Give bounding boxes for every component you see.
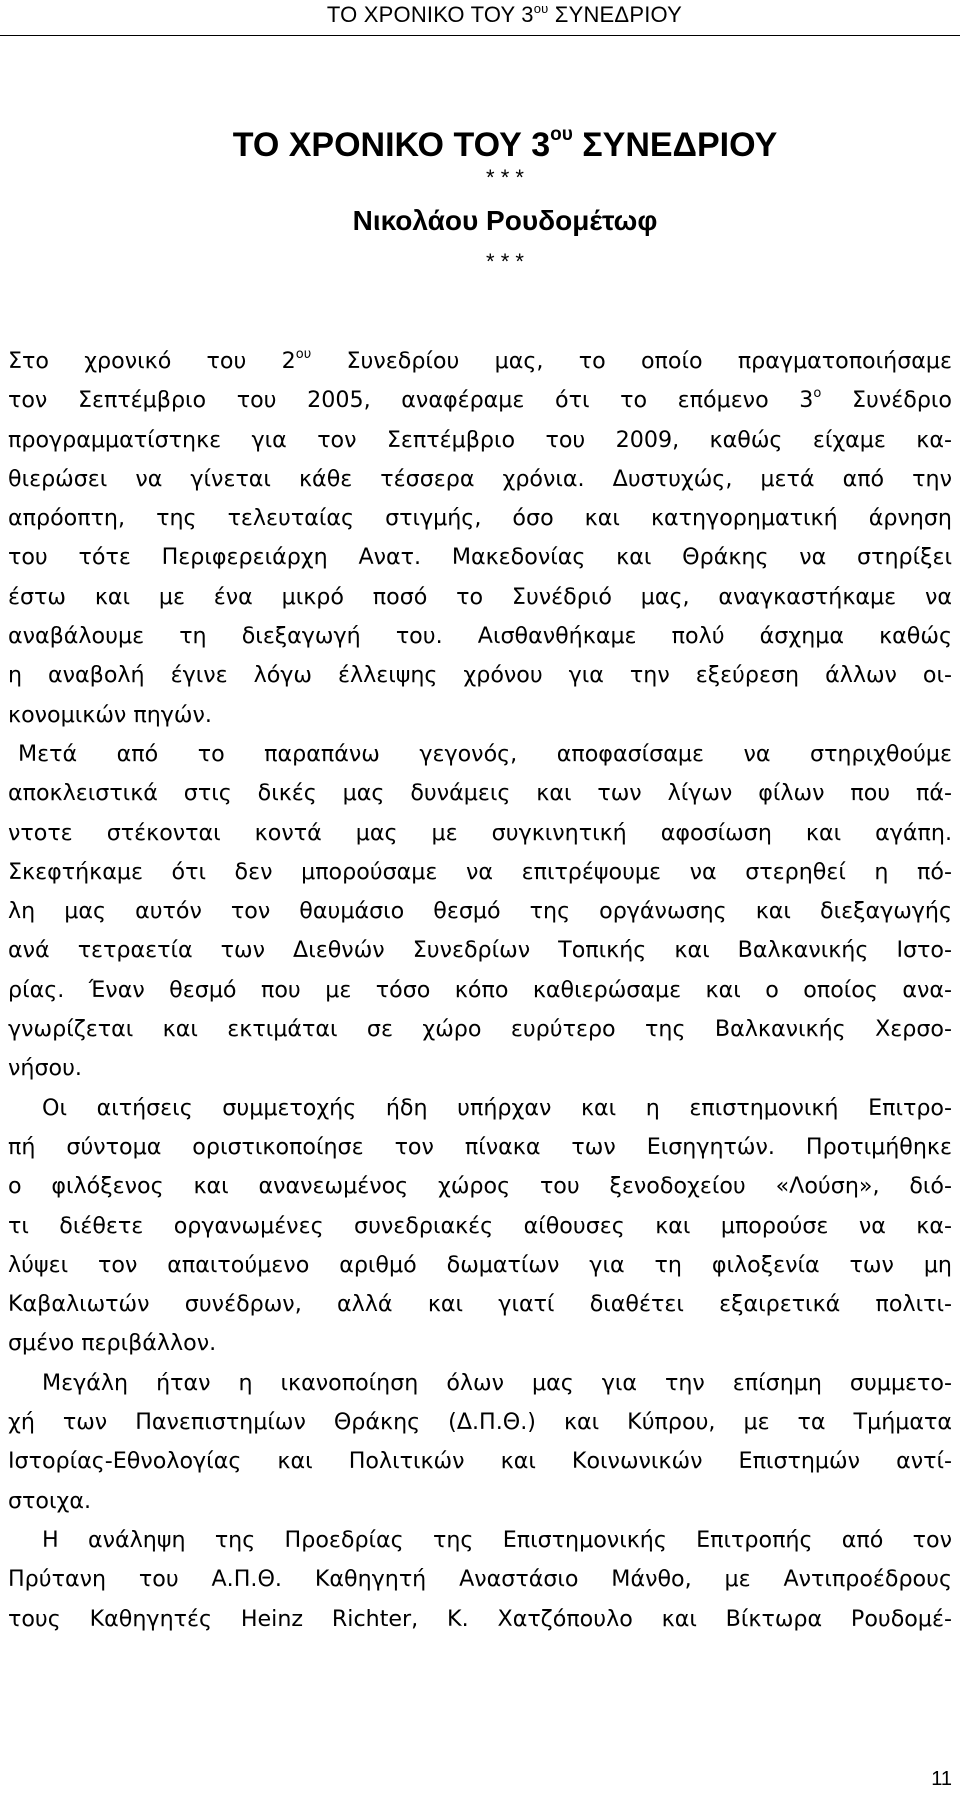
text-line: προγραμματίστηκε για τον Σεπτέμβριο του 2009, καθώς είχαμε κα-: [8, 426, 952, 453]
text-line: νήσου.: [8, 1055, 82, 1082]
text-line: Ιστορίας-Εθνολογίας και Πολιτικών και Κοινωνικών Επιστημών αντί-: [8, 1448, 952, 1475]
page-title: ΤΟ ΧΡΟΝΙΚΟ ΤΟΥ $3^{o\upsilon}$ ΣΥΝΕΔΡΙΟΥ: [232, 124, 778, 164]
text-line: στοιχα.: [8, 1487, 91, 1514]
author-name: Νικολάου Ρουδομέτωφ: [352, 205, 658, 236]
text-line: του τότε Περιφερειάρχη Ανατ. Μακεδονίας και Θράκης να στηρίξει: [8, 544, 952, 571]
running-header: [0, 0, 960, 36]
text-line: Μεγάλη ήταν η ικανοποίηση όλων μας για την επίσημη συμμετο-: [42, 1369, 952, 1396]
text-line: απρόοπτη, της τελευταίας στιγμής, όσο και κατηγορηματική άρνηση: [8, 505, 952, 532]
text-line: Στο χρονικό του $2^{o\upsilon}$ Συνεδρίου μας, το οποίο πραγματοποιήσαμε: [8, 347, 952, 374]
title-separator: * * *: [486, 165, 524, 190]
text-line: γνωρίζεται και εκτιμάται σε χώρο ευρύτερο της Βαλκανικής Χερσο-: [8, 1016, 952, 1043]
text-line: θιερώσει να γίνεται κάθε τέσσερα χρόνια. Δυστυχώς, μετά από την: [8, 465, 952, 492]
text-line: τον Σεπτέμβριο του 2005, αναφέραμε ότι το επόμενο $3^o$ Συνέδριο: [8, 386, 952, 414]
paragraph-4: [8, 1364, 952, 1521]
page-number: 11: [931, 1768, 952, 1790]
title-block: [0, 125, 960, 273]
paragraph-5: [8, 1521, 952, 1639]
text-line: χή των Πανεπιστημίων Θράκης (Δ.Π.Θ.) και Κύπρου, με τα Τμήματα: [8, 1409, 952, 1436]
text-line: πή σύντομα οριστικοποίησε τον πίνακα των Εισηγητών. Προτιμήθηκε: [8, 1133, 952, 1160]
paragraph-2: [8, 735, 952, 1089]
text-line: αποκλειστικά στις δικές μας δυνάμεις και των λίγων φίλων που πά-: [8, 780, 952, 807]
author-separator: * * *: [486, 249, 524, 274]
paragraph-3: [8, 1089, 952, 1364]
article-body: [8, 342, 952, 1639]
text-line: Μετά από το παραπάνω γεγονός, αποφασίσαμε να στηριχθούμε: [18, 740, 952, 767]
text-line: ντοτε στέκονται κοντά μας με συγκινητική αφοσίωση και αγάπη.: [8, 819, 952, 846]
text-line: η αναβολή έγινε λόγω έλλειψης χρόνου για την εξεύρεση άλλων οι-: [8, 662, 952, 689]
text-line: ρίας. Έναν θεσμό που με τόσο κόπο καθιερώσαμε και ο οποίος ανα-: [8, 976, 952, 1003]
text-line: ανά τετραετία των Διεθνών Συνεδρίων Τοπικής και Βαλκανικής Ιστο-: [8, 937, 952, 964]
text-line: Σκεφτήκαμε ότι δεν μπορούσαμε να επιτρέψουμε να στερηθεί η πό-: [8, 858, 952, 885]
paragraph-1: [8, 342, 952, 735]
text-line: σμένο περιβάλλον.: [8, 1330, 217, 1357]
text-line: κονομικών πηγών.: [8, 701, 212, 728]
text-line: τι διέθετε οργανωμένες συνεδριακές αίθουσες και μπορούσε να κα-: [8, 1212, 952, 1239]
text-line: Οι αιτήσεις συμμετοχής ήδη υπήρχαν και η επιστημονική Επιτρο-: [42, 1094, 952, 1121]
running-header-title: ΤΟ ΧΡΟΝΙΚΟ ΤΟΥ $3^{o\upsilon}$ ΣΥΝΕΔΡΙΟΥ: [326, 1, 682, 27]
text-line: αναβάλουμε τη διεξαγωγή του. Αισθανθήκαμε πολύ άσχημα καθώς: [8, 623, 952, 650]
text-line: λύψει τον απαιτούμενο αριθμό δωματίων για τη φιλοξενία των μη: [8, 1251, 952, 1278]
text-line: έστω και με ένα μικρό ποσό το Συνέδριό μας, αναγκαστήκαμε να: [8, 583, 952, 610]
text-line: Καβαλιωτών συνέδρων, αλλά και γιατί διαθέτει εξαιρετικά πολιτι-: [8, 1291, 952, 1318]
text-line: λη μας αυτόν τον θαυμάσιο θεσμό της οργάνωσης και διεξαγωγής: [8, 898, 952, 925]
text-line: Η ανάληψη της Προεδρίας της Επιστημονικής Επιτροπής από τον: [42, 1526, 952, 1553]
text-line: ο φιλόξενος και ανανεωμένος χώρος του ξενοδοχείου «Λούση», διό-: [8, 1173, 952, 1200]
text-line: Πρύτανη του Α.Π.Θ. Καθηγητή Αναστάσιο Μάνθο, με Αντιπροέδρους: [8, 1566, 952, 1593]
text-line: τους Καθηγητές Heinz Richter, Κ. Χατζόπουλο και Βίκτωρα Ρουδομέ-: [8, 1605, 952, 1632]
